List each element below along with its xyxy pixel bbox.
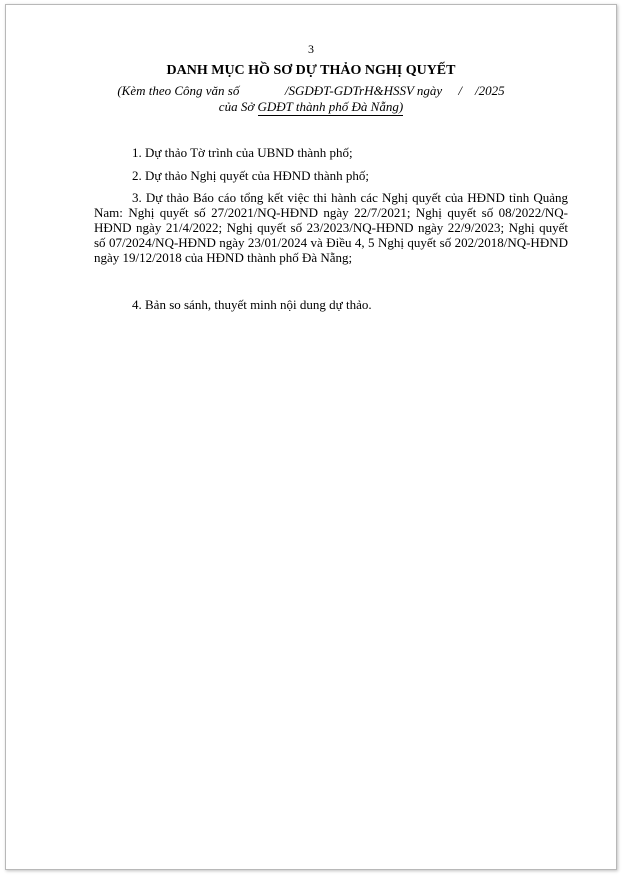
- subtitle-line-1: (Kèm theo Công văn số /SGDĐT-GDTrH&HSSV ngày / /2025: [117, 83, 505, 98]
- subtitle-line-2-prefix: của Sở: [218, 99, 258, 114]
- list-item-3: 3. Dự thảo Báo cáo tổng kết việc thi hành các Nghị quyết của HĐND tỉnh Quảng Nam: Nghị quyết số 27/2021/NQ-HĐND ngày 22/7/2021; Nghị quyết số 08/2022/NQ-HĐND ngày 21/4/2022; Nghị quyết số 23/2023/NQ-HĐND ngày 22/9/2023; Nghị quyết số 07/2024/NQ-HĐND ngày 23/01/2024 và Điều 4, 5 Nghị quyết số 202/2018/NQ-HĐND ngày 19/12/2018 của HĐND thành phố Đà Nẵng;: [94, 190, 568, 265]
- list-item-4: 4. Bản so sánh, thuyết minh nội dung dự thảo.: [132, 297, 372, 312]
- document-page: [5, 4, 617, 870]
- list-item-2: 2. Dự thảo Nghị quyết của HĐND thành phố;: [132, 168, 370, 183]
- list-item-1: 1. Dự thảo Tờ trình của UBND thành phố;: [132, 145, 353, 160]
- subtitle-line-2-underlined: GDĐT thành phố Đà Nẵng): [257, 99, 404, 114]
- page-number: 3: [308, 42, 314, 56]
- subtitle-line-2: [6, 99, 616, 115]
- document-title: DANH MỤC HỒ SƠ DỰ THẢO NGHỊ QUYẾT: [166, 63, 456, 78]
